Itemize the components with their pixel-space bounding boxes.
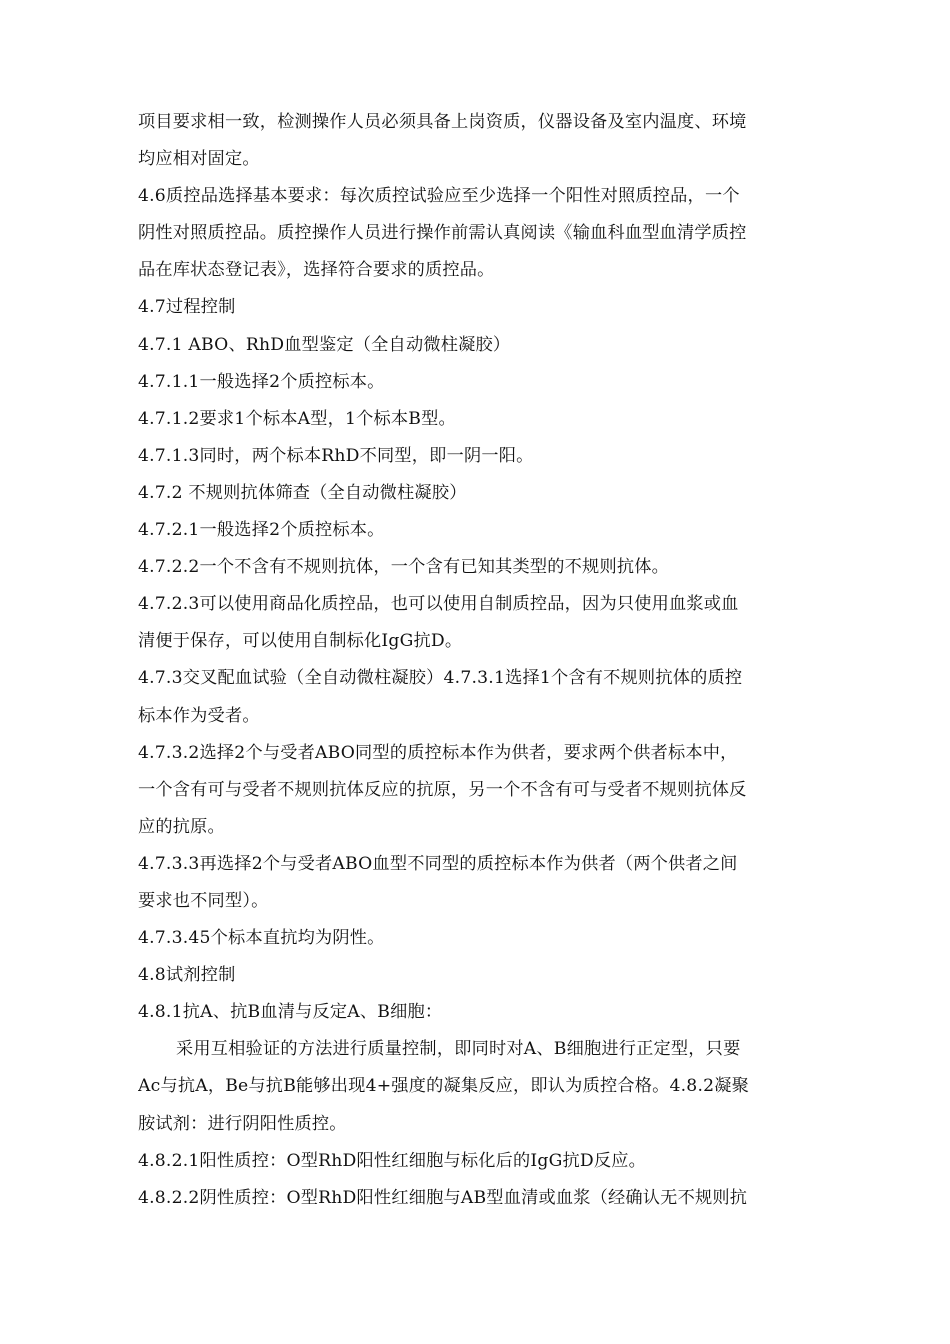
text-line: 4.8.2.2阴性质控：O型RhD阳性红细胞与AB型血清或血浆（经确认无不规则抗 [138, 1187, 748, 1208]
text-line: 胺试剂：进行阴阳性质控。 [138, 1113, 347, 1134]
paragraph-lab-conditions [138, 104, 818, 178]
document-body [138, 104, 818, 1217]
text-line: 阴性对照质控品。质控操作人员进行操作前需认真阅读《输血科血型血清学质控 [138, 223, 747, 244]
text-line: 4.6质控品选择基本要求：每次质控试验应至少选择一个阳性对照质控品，一个 [138, 186, 740, 207]
section-4-7-3 [138, 660, 818, 957]
text-line: 品在库状态登记表》，选择符合要求的质控品。 [138, 260, 495, 281]
text-line: 4.7.2.1一般选择2个质控标本。 [138, 520, 385, 541]
text-line: Ac与抗A，Be与抗B能够出现4+强度的凝集反应，即认为质控合格。4.8.2凝聚 [138, 1076, 750, 1097]
text-line: 4.7.3交叉配血试验（全自动微柱凝胶）4.7.3.1选择1个含有不规则抗体的质控 [138, 668, 743, 689]
section-4-8-1 [138, 994, 818, 1142]
text-line: 4.7.1.1一般选择2个质控标本。 [138, 371, 385, 392]
paragraph-4-6 [138, 178, 818, 289]
text-line: 一个含有可与受者不规则抗体反应的抗原，另一个不含有可与受者不规则抗体反 [138, 779, 747, 800]
section-4-8-2 [138, 1143, 818, 1217]
text-line: 4.7.3.45个标本直抗均为阴性。 [138, 928, 385, 949]
text-line: 4.7.2.2一个不含有不规则抗体，一个含有已知其类型的不规则抗体。 [138, 557, 669, 578]
section-heading: 4.8试剂控制 [138, 965, 236, 986]
text-line: 项目要求相一致，检测操作人员必须具备上岗资质，仪器设备及室内温度、环境 [138, 112, 747, 132]
section-4-7-1 [138, 327, 818, 475]
subsection-heading: 4.7.2 不规则抗体筛查（全自动微柱凝胶） [138, 482, 467, 503]
subsection-heading: 4.8.1抗A、抗B血清与反定A、B细胞： [138, 1002, 443, 1023]
heading-4-7 [138, 289, 818, 326]
heading-4-8 [138, 957, 818, 994]
subsection-heading: 4.7.1 ABO、RhD血型鉴定（全自动微柱凝胶） [138, 334, 511, 355]
text-line: 4.7.1.3同时，两个标本RhD不同型，即一阴一阳。 [138, 445, 534, 466]
text-line-indented: 采用互相验证的方法进行质量控制，即同时对A、B细胞进行正定型，只要 [176, 1039, 741, 1060]
text-line: 4.7.1.2要求1个标本A型，1个标本B型。 [138, 408, 456, 429]
text-line: 要求也不同型）。 [138, 890, 269, 911]
text-line: 4.7.2.3可以使用商品化质控品，也可以使用自制质控品，因为只使用血浆或血 [138, 594, 739, 615]
text-line: 清便于保存，可以使用自制标化IgG抗D。 [138, 631, 463, 652]
text-line: 均应相对固定。 [138, 149, 260, 170]
text-line: 4.7.3.3再选择2个与受者ABO血型不同型的质控标本作为供者（两个供者之间 [138, 853, 738, 874]
text-line: 应的抗原。 [138, 816, 225, 837]
text-line: 4.7.3.2选择2个与受者ABO同型的质控标本作为供者，要求两个供者标本中， [138, 742, 738, 763]
text-line: 4.8.2.1阳性质控：O型RhD阳性红细胞与标化后的IgG抗D反应。 [138, 1150, 647, 1171]
section-4-7-2 [138, 475, 818, 660]
section-heading: 4.7过程控制 [138, 297, 236, 318]
text-line: 标本作为受者。 [138, 705, 260, 726]
